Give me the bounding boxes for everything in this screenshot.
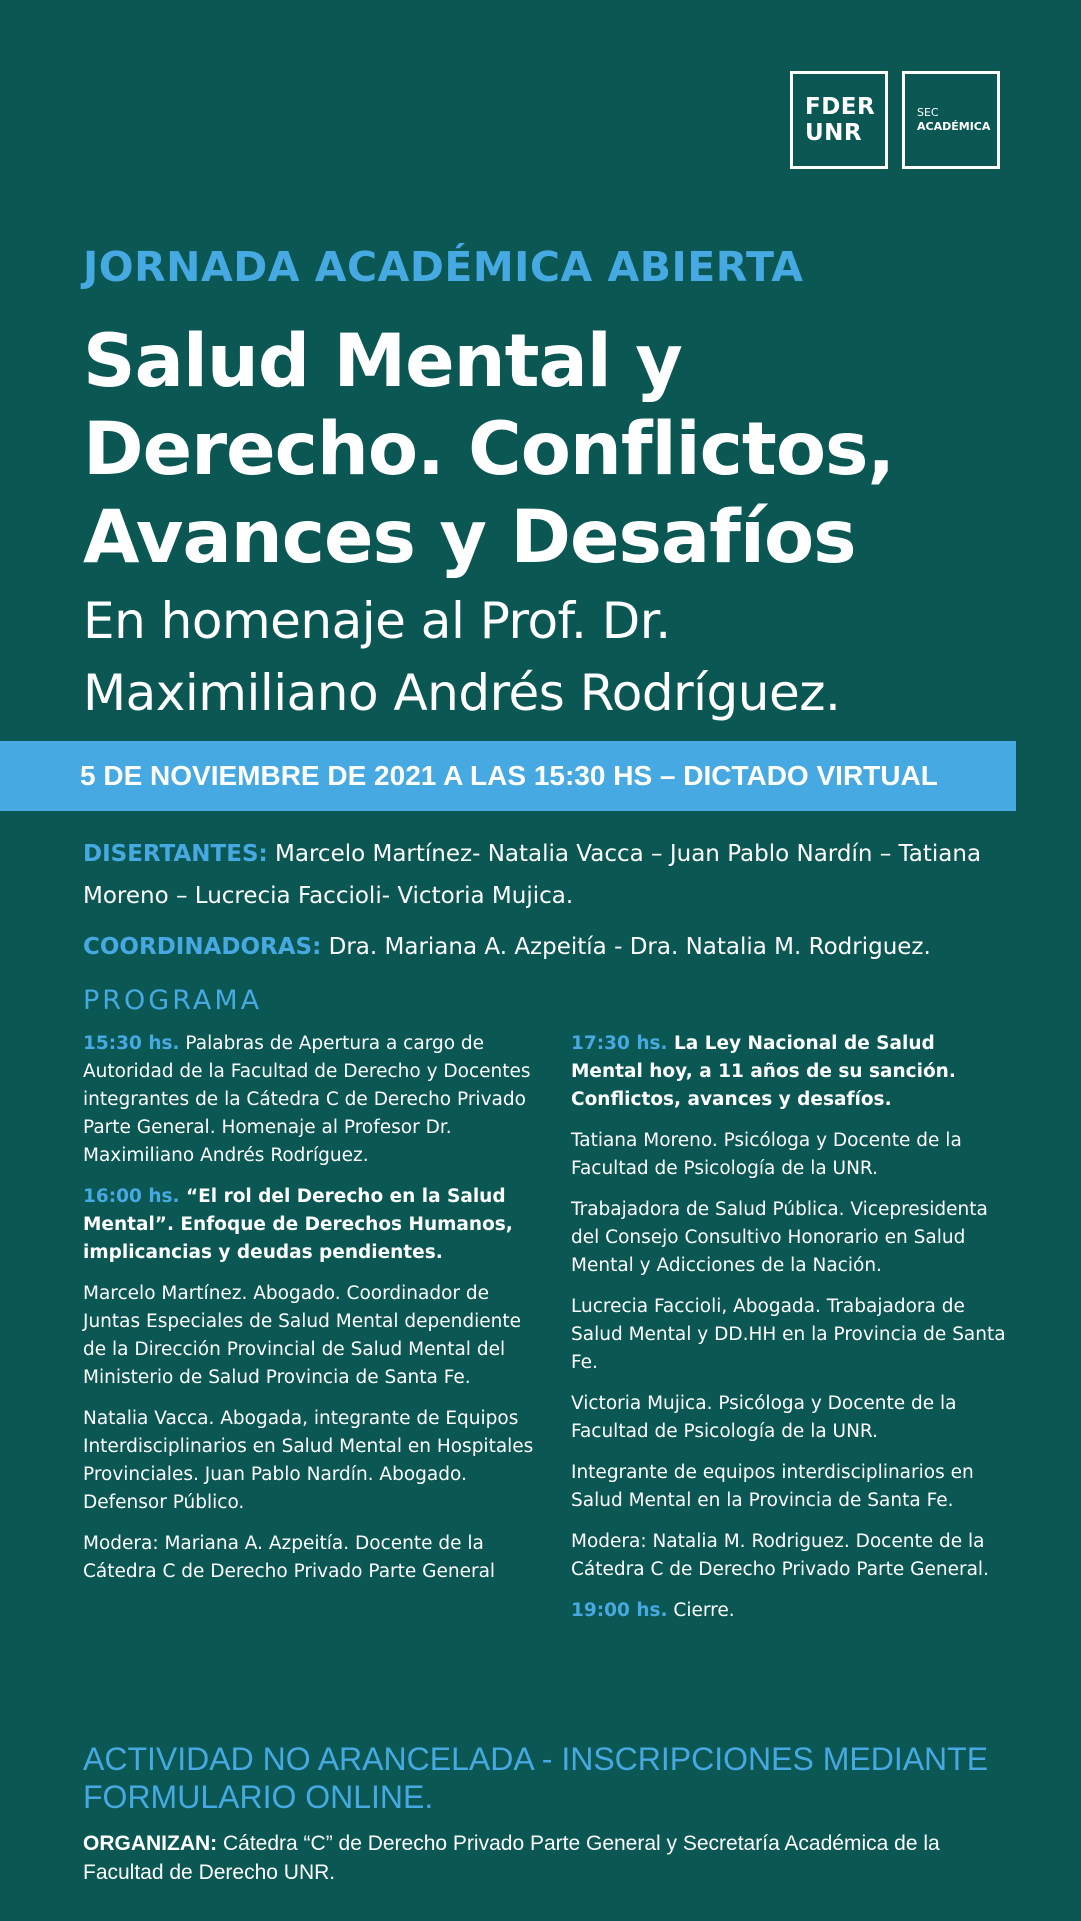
program-time: 16:00 hs. [83, 1186, 180, 1207]
program-time: 17:30 hs. [571, 1033, 668, 1054]
title-line-3: Avances y Desafíos [83, 495, 856, 580]
sec-academica-logo [902, 71, 1000, 169]
fder-unr-logo [790, 71, 888, 169]
organizers-label: ORGANIZAN: [83, 1832, 218, 1855]
coordinators-label: COORDINADORAS: [83, 934, 322, 960]
program-item [571, 1030, 1011, 1114]
date-band: 5 DE NOVIEMBRE DE 2021 A LAS 15:30 HS – DICTADO VIRTUAL [0, 741, 1016, 811]
subtitle-line-2: Maximiliano Andrés Rodríguez. [83, 664, 841, 722]
footer-title: ACTIVIDAD NO ARANCELADA - INSCRIPCIONES MEDIANTE FORMULARIO ONLINE. [83, 1741, 989, 1815]
sec-text: SEC [917, 106, 939, 119]
pre-title: JORNADA ACADÉMICA ABIERTA [83, 243, 804, 291]
program-item: Modera: Mariana A. Azpeitía. Docente de la Cátedra C de Derecho Privado Parte General [83, 1533, 496, 1582]
program-time: 15:30 hs. [83, 1033, 180, 1054]
organizers [83, 1829, 983, 1887]
programa-right-column [571, 1030, 1011, 1638]
organizers-text: Cátedra “C” de Derecho Privado Parte General y Secretaría Académica de la Facultad de Derecho UNR. [83, 1832, 940, 1884]
program-item [83, 1183, 543, 1267]
speakers-text: Marcelo Martínez- Natalia Vacca – Juan Pablo Nardín – Tatiana Moreno – Lucrecia Faccioli- Victoria Mujica. [83, 841, 982, 909]
program-item [571, 1597, 1011, 1625]
program-text: “El rol del Derecho en la Salud Mental”. Enfoque de Derechos Humanos, implicancias y deudas pendientes. [83, 1186, 513, 1263]
program-item: Victoria Mujica. Psicóloga y Docente de la Facultad de Psicología de la UNR. [571, 1393, 957, 1442]
title-line-2: Derecho. Conflictos, [83, 407, 895, 492]
program-item: Lucrecia Faccioli, Abogada. Trabajadora de Salud Mental y DD.HH en la Provincia de Santa Fe. [571, 1296, 1006, 1373]
program-item: Integrante de equipos interdisciplinarios en Salud Mental en la Provincia de Santa Fe. [571, 1462, 974, 1511]
unr-text: UNR [805, 120, 863, 146]
programa-left-column [83, 1030, 543, 1599]
speakers [83, 833, 1023, 917]
program-item: Marcelo Martínez. Abogado. Coordinador de Juntas Especiales de Salud Mental dependiente de la Dirección Provincial de Salud Mental del Ministerio de Salud Provincia de Santa Fe. [83, 1283, 522, 1388]
program-item: Trabajadora de Salud Pública. Vicepresidenta del Consejo Consultivo Honorario en Salud Mental y Adicciones de la Nación. [571, 1199, 988, 1276]
logos [790, 71, 1000, 169]
program-text: Cierre. [667, 1600, 735, 1621]
main-title [83, 318, 1043, 582]
title-line-1: Salud Mental y [83, 319, 682, 404]
fder-text: FDER [805, 94, 876, 120]
coordinators [83, 926, 1043, 968]
programa-title: PROGRAMA [83, 985, 263, 1016]
academica-text: ACADÉMICA [917, 120, 991, 133]
program-item: Modera: Natalia M. Rodriguez. Docente de la Cátedra C de Derecho Privado Parte General. [571, 1531, 989, 1580]
subtitle [83, 585, 1043, 729]
program-text: La Ley Nacional de Salud Mental hoy, a 11 años de su sanción. Conflictos, avances y desafíos. [571, 1033, 956, 1110]
program-item: Tatiana Moreno. Psicóloga y Docente de la Facultad de Psicología de la UNR. [571, 1130, 962, 1179]
program-item: Natalia Vacca. Abogada, integrante de Equipos Interdisciplinarios en Salud Mental en Hospitales Provinciales. Juan Pablo Nardín. Abogado. Defensor Público. [83, 1408, 534, 1513]
coordinators-text: Dra. Mariana A. Azpeitía - Dra. Natalia M. Rodriguez. [321, 934, 931, 960]
speakers-label: DISERTANTES: [83, 841, 268, 867]
subtitle-line-1: En homenaje al Prof. Dr. [83, 592, 671, 650]
program-item [83, 1030, 543, 1170]
program-text: Palabras de Apertura a cargo de Autoridad de la Facultad de Derecho y Docentes integrantes de la Cátedra C de Derecho Privado Parte General. Homenaje al Profesor Dr. Maximiliano Andrés Rodríguez. [83, 1033, 531, 1166]
program-time: 19:00 hs. [571, 1600, 668, 1621]
